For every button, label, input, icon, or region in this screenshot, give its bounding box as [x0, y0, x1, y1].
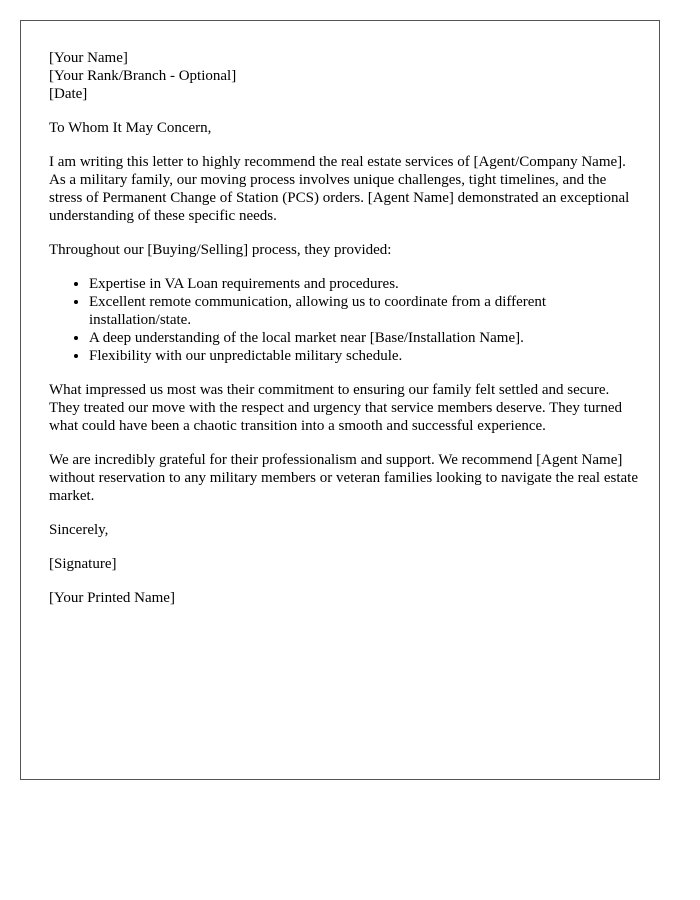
grateful-paragraph: We are incredibly grateful for their professionalism and support. We recommend [Agent Name] without reservation to any military members or veteran families looking to navigate the real estate market. [49, 452, 638, 504]
list-item: • Expertise in VA Loan requirements and procedures. [89, 275, 639, 293]
signature-placeholder: [Signature] [49, 556, 117, 572]
letter-date: [Date] [49, 86, 88, 102]
letter-page [20, 20, 660, 780]
printed-name: [Your Printed Name] [49, 590, 175, 606]
sender-rank-branch: [Your Rank/Branch - Optional] [49, 68, 237, 84]
sender-name: [Your Name] [49, 50, 128, 66]
list-item: • A deep understanding of the local market near [Base/Installation Name]. [89, 329, 639, 347]
impressed-paragraph: What impressed us most was their commitment to ensuring our family felt settled and secure. They treated our move with the respect and urgency that service members deserve. They turned what could have been a chaotic transition into a smooth and successful experience. [49, 382, 622, 434]
salutation: To Whom It May Concern, [49, 120, 212, 136]
list-intro-paragraph: Throughout our [Buying/Selling] process, they provided: [49, 242, 392, 258]
intro-paragraph: I am writing this letter to highly recommend the real estate services of [Agent/Company Name]. As a military family, our moving process involves unique challenges, tight timelines, and the stress of Permanent Change of Station (PCS) orders. [Agent Name] demonstrated an exceptional understanding of these specific needs. [49, 154, 630, 224]
services-list [49, 275, 639, 365]
list-item: • Excellent remote communication, allowing us to coordinate from a different installation/state. [89, 293, 639, 329]
letter-body [49, 49, 639, 623]
sender-block [49, 49, 639, 103]
valediction: Sincerely, [49, 522, 109, 538]
list-item: • Flexibility with our unpredictable military schedule. [89, 347, 639, 365]
